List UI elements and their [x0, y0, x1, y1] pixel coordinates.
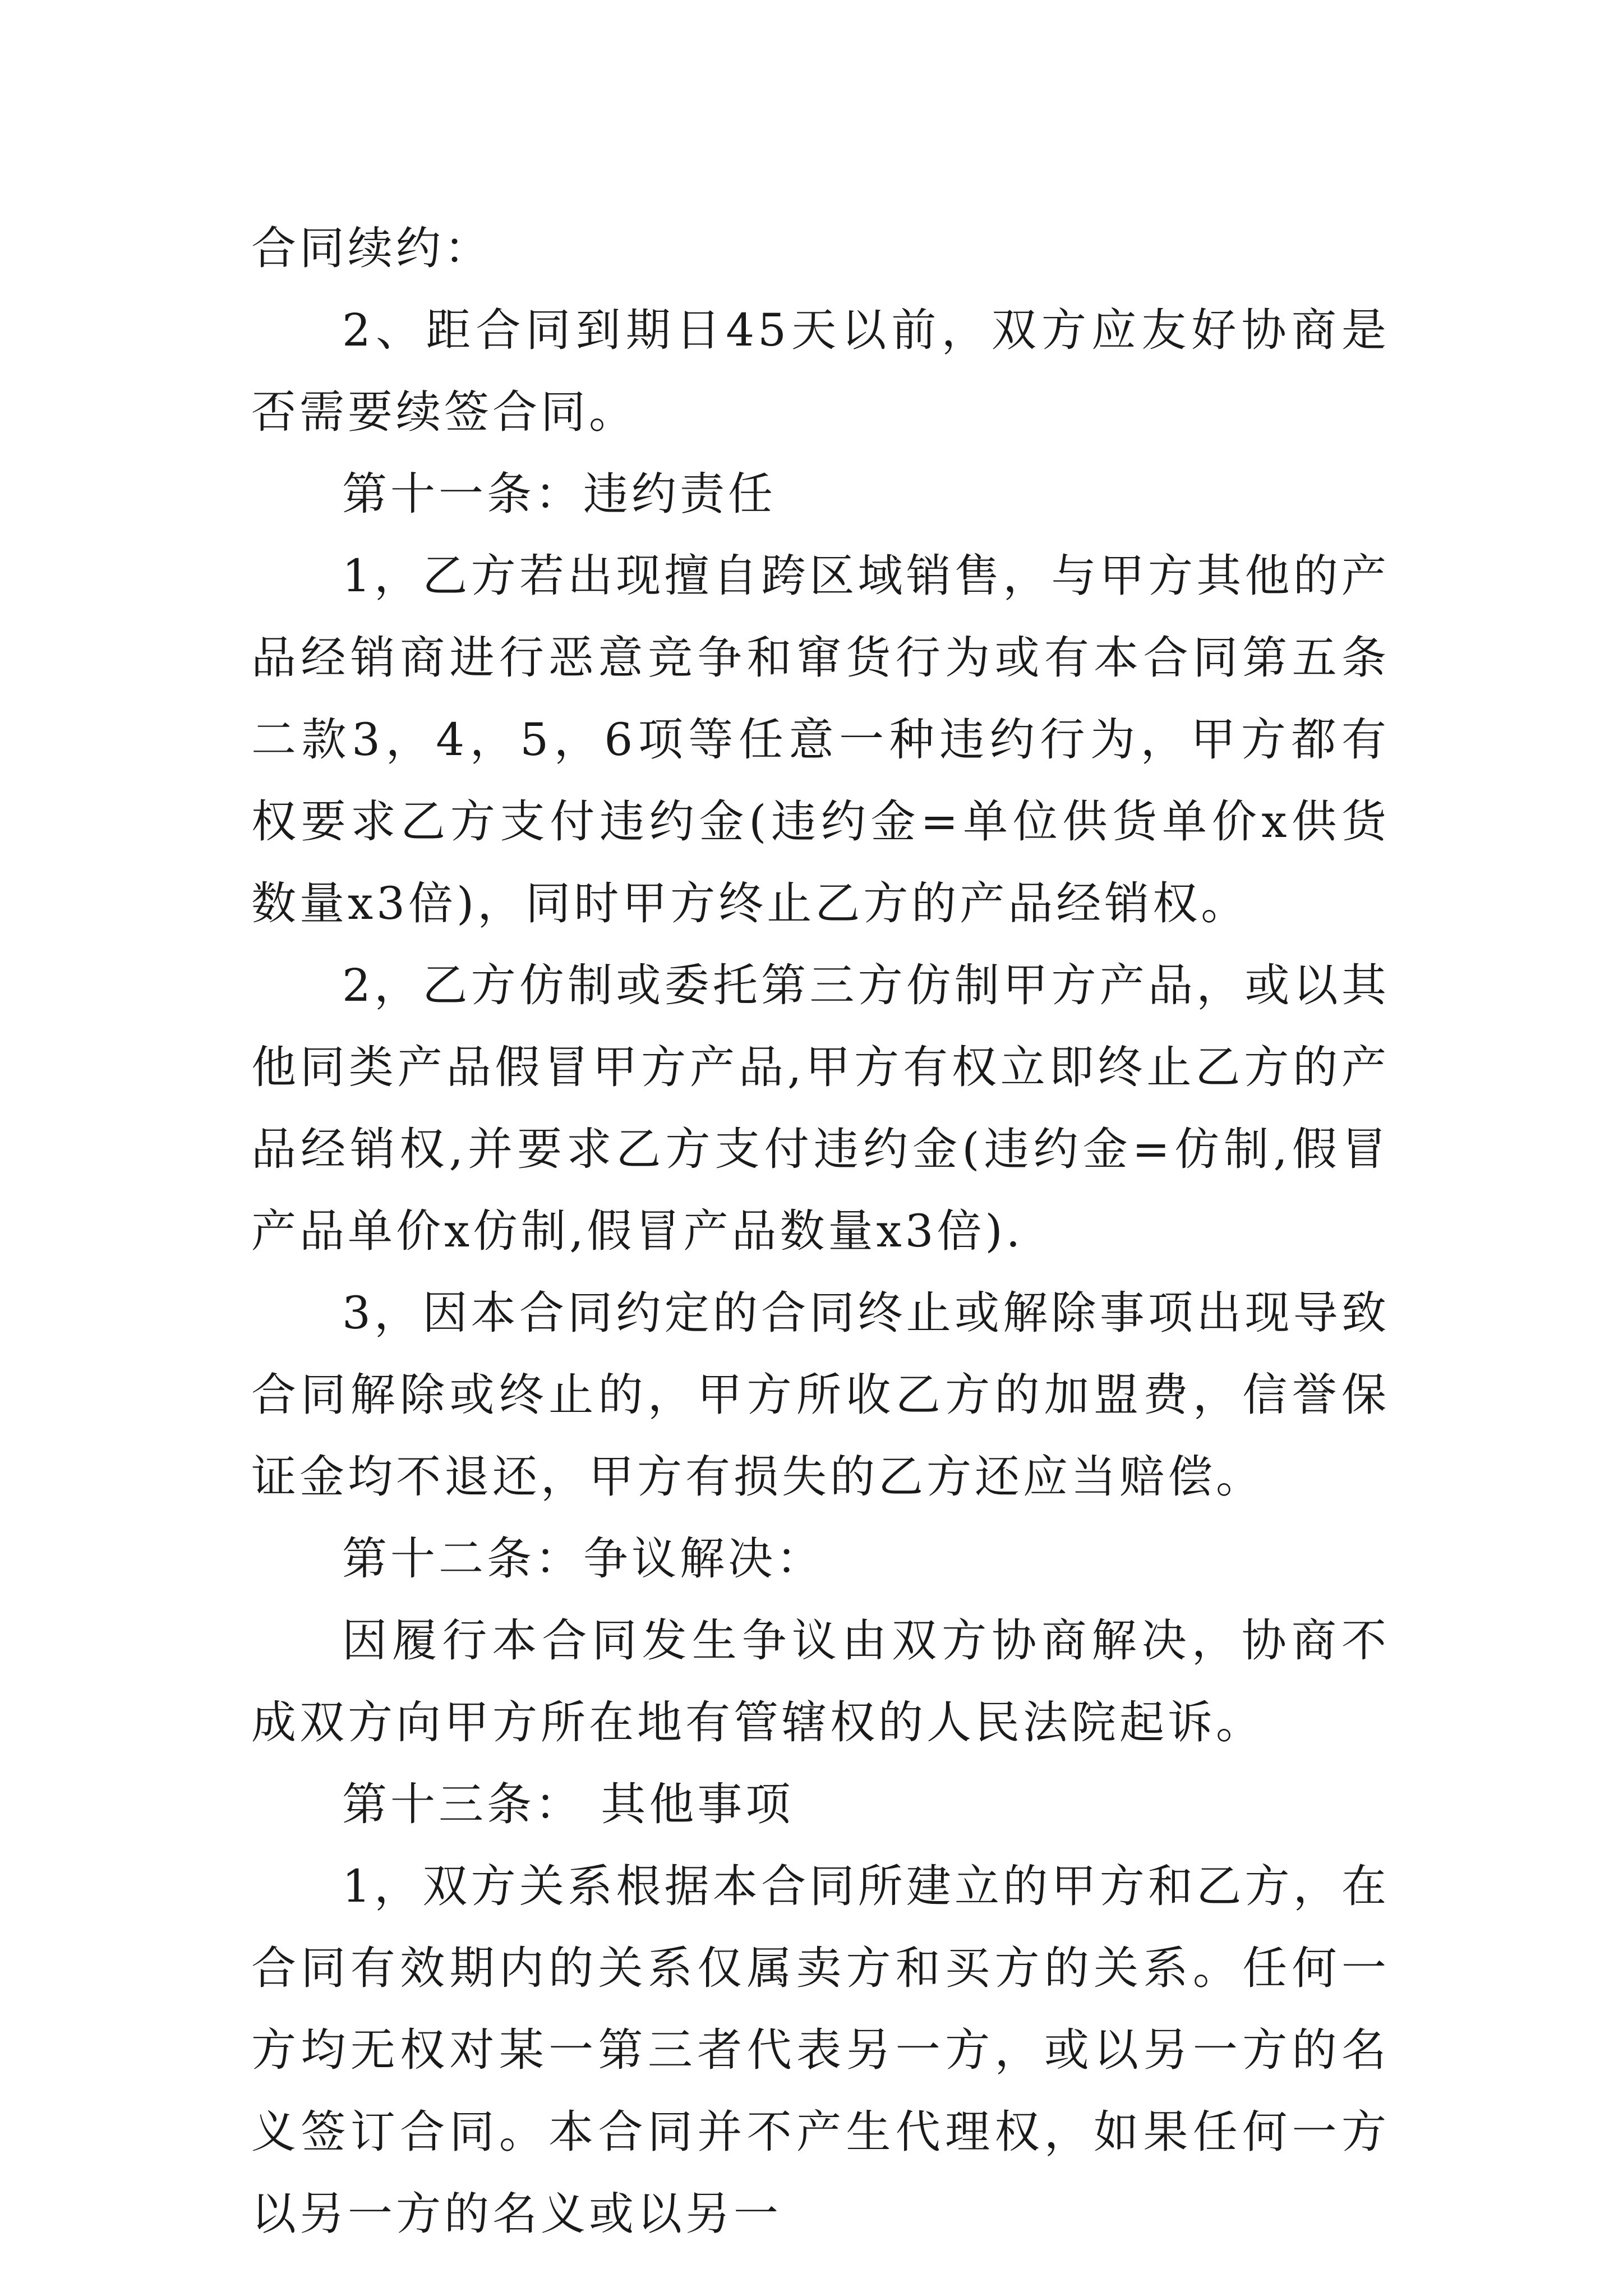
- paragraph-article-13-heading: 第十三条： 其他事项: [342, 1778, 794, 1830]
- paragraph-article-11-clause-2: 2，乙方仿制或委托第三方仿制甲方产品，或以其他同类产品假冒甲方产品,甲方有权立即终止乙方的产品经销权,并要求乙方支付违约金(违约金=仿制,假冒产品单价x仿制,假冒产品数量x3倍).: [251, 959, 1390, 1257]
- paragraph-article-11-clause-1: 1，乙方若出现擅自跨区域销售，与甲方其他的产品经销商进行恶意竞争和窜货行为或有本合同第五条二款3，4，5，6项等任意一种违约行为，甲方都有权要求乙方支付违约金(违约金=单位供货单价x供货数量x3倍)，同时甲方终止乙方的产品经销权。: [251, 550, 1390, 930]
- paragraph-article-12-heading: 第十二条：争议解决：: [342, 1533, 824, 1585]
- paragraph-article-12-body: 因履行本合同发生争议由双方协商解决，协商不成双方向甲方所在地有管辖权的人民法院起诉。: [251, 1614, 1390, 1749]
- paragraph-article-11-clause-3: 3，因本合同约定的合同终止或解除事项出现导致合同解除或终止的，甲方所收乙方的加盟费，信誉保证金均不退还，甲方有损失的乙方还应当赔偿。: [251, 1287, 1390, 1503]
- paragraph-contract-renewal-heading: 合同续约：: [251, 222, 492, 274]
- paragraph-article-13-clause-1: 1，双方关系根据本合同所建立的甲方和乙方，在合同有效期内的关系仅属卖方和买方的关系。任何一方均无权对某一第三者代表另一方，或以另一方的名义签订合同。本合同并不产生代理权，如果任何一方以另一方的名义或以另一: [251, 1860, 1390, 2240]
- paragraph-renewal-clause-2: 2、距合同到期日45天以前，双方应友好协商是否需要续签合同。: [251, 304, 1390, 438]
- paragraph-article-11-heading: 第十一条：违约责任: [342, 468, 776, 520]
- document-body: [251, 208, 1390, 2255]
